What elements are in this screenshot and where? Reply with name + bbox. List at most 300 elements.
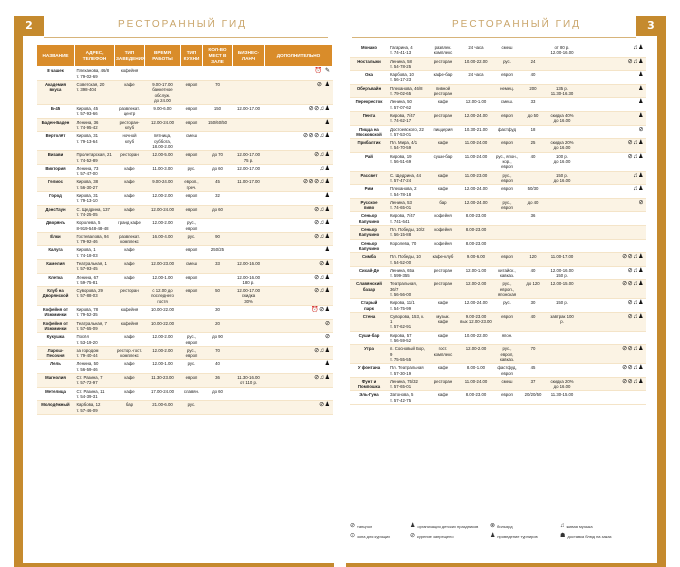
cell-seats: до 40 <box>520 198 546 212</box>
legend-icon: ☗ <box>560 533 566 539</box>
cell-name: Рим <box>350 185 388 199</box>
cell-type: кафе <box>428 171 458 185</box>
column-header: ВРЕМЯ РАБОТЫ <box>145 45 181 67</box>
cell-cuisine: рус. <box>181 401 203 415</box>
cell-extra: ⊘♫♟ <box>265 273 333 287</box>
cell-cuisine: европ <box>494 111 520 125</box>
cell-name: Эль-Гуна <box>350 391 388 405</box>
cell-lunch <box>233 205 265 219</box>
cell-addr: Ленина, 65а т. 599-355 <box>388 266 428 280</box>
cell-seats: 30 <box>203 306 233 320</box>
cell-cuisine: европ <box>181 80 203 104</box>
cell-extra: ⊘⊘♫♟ <box>578 280 646 299</box>
cell-addr: Карбова, 10 т. 56-17-23 <box>388 71 428 85</box>
cell-seats: 250/25 <box>203 246 233 260</box>
cell-addr: Кирова, 45 т. 57-93-66 <box>75 105 115 119</box>
cell-name: Сеньор Капучино <box>350 212 388 226</box>
cell-hours: 11.30-23.00 <box>145 374 181 388</box>
cell-lunch: 135 р. 11.30-16.30 <box>546 84 578 98</box>
cell-addr: С. Щедрина, 137 т. 74-25-05 <box>75 205 115 219</box>
cell-seats: 30 <box>520 299 546 313</box>
table-row <box>350 198 646 212</box>
cell-seats: до 60 <box>203 387 233 401</box>
cell-addr: Ст. Разина, 7 т. 57-72-97 <box>75 374 115 388</box>
cell-lunch: 11.30-15.00 <box>546 391 578 405</box>
cell-hours: 12.00-24.00 <box>458 299 494 313</box>
cell-lunch <box>233 246 265 260</box>
cell-type: кафе <box>428 391 458 405</box>
cell-seats: 50 <box>203 287 233 306</box>
cell-cuisine: рус., европ <box>181 346 203 360</box>
cell-cuisine: европ <box>494 185 520 199</box>
cell-lunch <box>233 232 265 246</box>
cell-seats <box>520 226 546 240</box>
legend-item <box>490 533 538 539</box>
cell-type: кафе <box>115 387 145 401</box>
cell-lunch <box>546 239 578 253</box>
cell-type: музык. кафе <box>428 312 458 331</box>
cell-name: Клуб на Дворянской <box>37 287 75 306</box>
cell-hours: 21.00-6.00 <box>145 401 181 415</box>
cell-seats: 40 <box>520 312 546 331</box>
cell-seats: 70 <box>520 345 546 364</box>
legend-label: бильярд <box>497 523 513 529</box>
cell-type: кафе-бар <box>428 71 458 85</box>
table-header-row <box>37 45 333 67</box>
header-rule-left <box>44 37 328 38</box>
cell-seats: 36 <box>203 374 233 388</box>
legend-icon: ⊗ <box>490 523 496 529</box>
cell-name: Старый парк <box>350 299 388 313</box>
cell-lunch <box>233 118 265 132</box>
cell-extra: ♟ <box>265 246 333 260</box>
cell-hours: 12.00-5.00 <box>145 151 181 165</box>
cell-extra: ⊘♫♟ <box>265 232 333 246</box>
cell-cuisine: европ <box>494 139 520 153</box>
cell-addr: Театральная, 7 т. 57-65-09 <box>75 319 115 333</box>
column-header: НАЗВАНИЕ <box>37 45 75 67</box>
cell-lunch <box>546 345 578 364</box>
cell-name: Монако <box>350 44 388 57</box>
cell-lunch <box>546 226 578 240</box>
cell-seats: 18 <box>520 125 546 139</box>
cell-cuisine: рус. <box>494 57 520 71</box>
cell-lunch: 100 р. до 16.00 <box>546 152 578 171</box>
cell-type: суши-бар <box>428 152 458 171</box>
cell-lunch <box>233 80 265 104</box>
cell-cuisine: рус., европ., японская <box>494 280 520 299</box>
cell-hours: 10.00-22.00 <box>458 331 494 345</box>
cell-hours: 24 часа <box>458 44 494 57</box>
cell-hours: 12.00-1.00 <box>145 273 181 287</box>
cell-seats: до 70 <box>203 151 233 165</box>
cell-seats <box>203 273 233 287</box>
cell-cuisine: смеш <box>181 132 203 151</box>
cell-hours: 11.00-24.00 <box>458 139 494 153</box>
cell-seats: 90 <box>203 232 233 246</box>
column-header: ТИП КУХНИ <box>181 45 203 67</box>
cell-cuisine: рус. <box>494 299 520 313</box>
legend-label: курение запрещено <box>417 533 454 539</box>
cell-addr: Ленина, 58 т. 54-78-25 <box>388 57 428 71</box>
cell-addr: Пл. Мира, 4/1 т. 54-70-59 <box>388 139 428 153</box>
right-page <box>340 0 680 567</box>
legend-label: живая музыка <box>566 523 593 529</box>
cell-addr: Пл. Победы, 10/2 т. 56-15-88 <box>388 226 428 240</box>
cell-lunch: 11.30-16.00 от 110 р. <box>233 374 265 388</box>
table-row <box>37 219 333 233</box>
cell-name: Вертолёт <box>37 132 75 151</box>
table-row <box>350 111 646 125</box>
cell-hours: 12.00-2.00 <box>145 346 181 360</box>
cell-name: Камелия <box>37 260 75 274</box>
column-header: БИЗНЕС-ЛАНЧ <box>233 45 265 67</box>
cell-type: ресторан <box>428 57 458 71</box>
table-row <box>37 205 333 219</box>
cell-lunch <box>233 192 265 206</box>
cell-lunch: 150 р. до 16.00 <box>546 171 578 185</box>
cell-cuisine: смеш. <box>494 98 520 112</box>
cell-addr: Гагарина, 4 т. 74-41-13 <box>388 44 428 57</box>
cell-lunch <box>546 331 578 345</box>
cell-type: кофейня <box>428 239 458 253</box>
cell-hours: 12.00-24.00 <box>458 111 494 125</box>
cell-hours: 11.00-24.00 <box>458 152 494 171</box>
cell-lunch: завтрак 100 р. <box>546 312 578 331</box>
cell-cuisine <box>181 319 203 333</box>
cell-type: пиццерия <box>428 125 458 139</box>
cell-cuisine: европ <box>181 151 203 165</box>
cell-hours: 9.00-23.00 вых 12.00-23.00 <box>458 312 494 331</box>
cell-seats: 32 <box>203 192 233 206</box>
cell-type: ресторан <box>115 287 145 306</box>
table-row <box>37 360 333 374</box>
cell-extra: ⊘♫♟ <box>265 374 333 388</box>
cell-addr: Ленина, 53 т. 74-65-01 <box>388 198 428 212</box>
legend-label: зона для курящих <box>357 533 391 539</box>
cell-lunch <box>233 132 265 151</box>
cell-hours: 11.00-23.00 <box>458 171 494 185</box>
cell-hours: 10.00-22.00 <box>145 319 181 333</box>
cell-type: гранд кафе <box>115 219 145 233</box>
cell-extra: ♫♟ <box>265 164 333 178</box>
cell-hours: 12.00-1.00 <box>145 360 181 374</box>
cell-hours: 12.00-24.00 <box>458 185 494 199</box>
cell-hours: 10.30-21.00 <box>458 125 494 139</box>
table-row <box>37 192 333 206</box>
cell-lunch <box>546 198 578 212</box>
cell-seats: 33 <box>520 98 546 112</box>
cell-lunch: скидка 20% до 16.00 <box>546 139 578 153</box>
table-row <box>350 212 646 226</box>
cell-extra: ⊘♫♟ <box>578 139 646 153</box>
cell-addr: Достоевского, 22 т. 57-53-01 <box>388 125 428 139</box>
cell-hours: 9.00-17.00 банкетное обслуж. до 24.00 <box>145 80 181 104</box>
cell-lunch <box>233 319 265 333</box>
cell-name: Город <box>37 192 75 206</box>
cell-cuisine: европ <box>181 192 203 206</box>
table-row <box>37 346 333 360</box>
cell-cuisine <box>494 239 520 253</box>
cell-cuisine: рус. <box>181 232 203 246</box>
cell-hours: 8.00-23.00 <box>458 391 494 405</box>
restaurant-table-right <box>350 44 646 405</box>
cell-addr: Ленина, 73 т. 57-47-00 <box>75 164 115 178</box>
cell-hours: 12.00-1.00 <box>458 266 494 280</box>
table-row <box>350 299 646 313</box>
cell-seats: 37 <box>520 377 546 391</box>
cell-name: Б-45 <box>37 105 75 119</box>
cell-cuisine: европ <box>494 253 520 267</box>
cell-cuisine: европ <box>181 118 203 132</box>
cell-seats: до 120 <box>520 280 546 299</box>
cell-lunch: 11.00-17.00 <box>233 178 265 192</box>
cell-name: ДэнсТаун <box>37 205 75 219</box>
cell-addr: Суворова, 153, к. 1 т. 57-62-91 <box>388 312 428 331</box>
cell-hours: 12.00-2.00 <box>145 333 181 347</box>
cell-cuisine: славян. <box>181 387 203 401</box>
cell-name: Ёлки <box>37 232 75 246</box>
cell-extra: ⏰ ✎ <box>265 67 333 81</box>
cell-extra: ⊘♫♟ <box>578 299 646 313</box>
cell-type: кафе <box>115 260 145 274</box>
cell-lunch: 12.00-16.00 <box>233 260 265 274</box>
cell-addr: п. Сосновый Бор, 9 т. 75-55-55 <box>388 345 428 364</box>
cell-cuisine: рус., европ <box>181 219 203 233</box>
cell-lunch: 12.00-17.00 <box>233 105 265 119</box>
cell-cuisine <box>494 226 520 240</box>
cell-seats: до 50 <box>520 111 546 125</box>
cell-addr: Пролетарская, 21 т. 74-52-89 <box>75 151 115 165</box>
cell-hours: 12.00-24.00 <box>145 118 181 132</box>
cell-addr: Ленина, 36 т. 74-95-42 <box>75 118 115 132</box>
cell-addr: Кирова, 31 т. 79-13-64 <box>75 132 115 151</box>
legend-icon: ⊙ <box>350 533 356 539</box>
table-row <box>37 80 333 104</box>
cell-cuisine <box>494 212 520 226</box>
cell-type: кофейня <box>115 319 145 333</box>
cell-extra: ⊘♟ <box>265 401 333 415</box>
cell-type: гост. комплекс <box>428 345 458 364</box>
cell-extra: ♟ <box>265 118 333 132</box>
cell-cuisine: китайск., кавказ. <box>494 266 520 280</box>
cell-cuisine: рус., европ <box>181 333 203 347</box>
cell-name: Клетка <box>37 273 75 287</box>
column-header: ДОПОЛНИТЕЛЬНО <box>265 45 333 67</box>
cell-addr: Пл. Театральная т. 57-30-19 <box>388 364 428 378</box>
cell-extra: ⊘♫♟ <box>265 151 333 165</box>
cell-hours: 24 часа <box>458 71 494 85</box>
table-row <box>350 280 646 299</box>
cell-extra: ♟ <box>578 71 646 85</box>
cell-extra: ♟ <box>578 98 646 112</box>
cell-lunch <box>233 333 265 347</box>
cell-type: ресторан <box>428 377 458 391</box>
cell-name: Рассвет <box>350 171 388 185</box>
table-row <box>350 345 646 364</box>
cell-hours: 10.00-22.00 <box>458 57 494 71</box>
cell-addr: Ленина, 50 т. 57-07-62 <box>388 98 428 112</box>
cell-lunch: 150 р. <box>546 299 578 313</box>
legend-item <box>410 533 454 539</box>
cell-hours: 9.00-6.00 <box>458 253 494 267</box>
cell-addr: Кирова, 31 т. 79-13-10 <box>75 192 115 206</box>
cell-seats: 45 <box>520 364 546 378</box>
cell-hours: 12.00-2.00 <box>458 280 494 299</box>
cell-lunch <box>233 387 265 401</box>
cell-hours: 9.00-24.00 <box>145 178 181 192</box>
cell-extra: ⊘♟ <box>265 260 333 274</box>
cell-name: У фонтана <box>350 364 388 378</box>
cell-lunch: 12.00-16.00 180 р. <box>233 273 265 287</box>
cell-seats: 40 <box>520 266 546 280</box>
cell-hours <box>458 84 494 98</box>
right-bottom-bar <box>346 563 666 567</box>
cell-type: кафе <box>115 164 145 178</box>
cell-cuisine: смеш <box>494 44 520 57</box>
cell-addr: Кирова, 19 т. 56-51-69 <box>388 152 428 171</box>
legend-icon: ♟ <box>410 523 416 529</box>
cell-name: Академия вкуса <box>37 80 75 104</box>
cell-hours: 12.00-2.00 <box>145 219 181 233</box>
cell-addr: Кирова, 1 т. 74-18-03 <box>75 246 115 260</box>
cell-type: кафе <box>115 273 145 287</box>
cell-type: кофейня <box>428 226 458 240</box>
table-row <box>350 57 646 71</box>
table-row <box>350 226 646 240</box>
cell-lunch <box>546 57 578 71</box>
table-row <box>37 246 333 260</box>
cell-lunch <box>546 364 578 378</box>
cell-type: кафе <box>115 80 145 104</box>
cell-type: пивной ресторан <box>428 84 458 98</box>
cell-seats: 150 <box>203 105 233 119</box>
cell-extra: ♫♟ <box>578 185 646 199</box>
cell-seats: 50/30 <box>520 185 546 199</box>
cell-name: Баден-Баден <box>37 118 75 132</box>
cell-name: Молодёжный <box>37 401 75 415</box>
cell-type: ресторан <box>428 266 458 280</box>
cell-name: Русское пиво <box>350 198 388 212</box>
cell-extra: ⊘ <box>578 125 646 139</box>
cell-seats: 40 <box>203 360 233 374</box>
cell-extra: ⊘⊘♫♟ <box>578 377 646 391</box>
cell-type: кафе <box>115 246 145 260</box>
table-row <box>350 84 646 98</box>
cell-hours: 8.00-23.00 <box>458 226 494 240</box>
cell-extra: ⊘♫♟ <box>578 57 646 71</box>
cell-extra: ⊘ <box>265 319 333 333</box>
cell-hours: 16.00-4.00 <box>145 232 181 246</box>
legend-label: доставка блюд на заказ <box>567 533 612 539</box>
table-row <box>37 178 333 192</box>
cell-addr: Кирова, 38 т. 56-30-27 <box>75 178 115 192</box>
cell-extra <box>578 226 646 240</box>
cell-seats: 36 <box>520 212 546 226</box>
cell-type: кафе <box>428 299 458 313</box>
cell-seats: до 60 <box>203 164 233 178</box>
cell-seats <box>520 171 546 185</box>
cell-extra: ⊘⊘⊘♫♟ <box>265 132 333 151</box>
cell-type: кафе-клуб <box>428 253 458 267</box>
cell-addr: Кирова, 7/47 т. 74-62-17 <box>388 111 428 125</box>
cell-extra: ♫♟ <box>578 171 646 185</box>
table-row <box>37 260 333 274</box>
cell-name: Сихай-Де <box>350 266 388 280</box>
cell-hours <box>145 67 181 81</box>
cell-cuisine: рус. <box>181 360 203 374</box>
cell-addr: Ленина, 67 т. 59-75-81 <box>75 273 115 287</box>
cell-hours: 12.00-24.00 <box>145 205 181 219</box>
cell-type: ресторан- клуб <box>115 118 145 132</box>
cell-cuisine: смеш <box>181 260 203 274</box>
cell-addr: Кирова, 57 т. 56-59-52 <box>388 331 428 345</box>
cell-hours: 11.00-3.00 <box>145 164 181 178</box>
cell-lunch: 12.00-17.00 скидка 30% <box>233 287 265 306</box>
cell-cuisine: рус., япон., кор., европ <box>494 152 520 171</box>
cell-type: кафе <box>428 185 458 199</box>
cell-addr: Кирова, 7/47 т. 741-641 <box>388 212 428 226</box>
cell-addr: Королева, 70 <box>388 239 428 253</box>
cell-extra: ♟ <box>265 360 333 374</box>
cell-type: кафе <box>115 360 145 374</box>
cell-type: кафе <box>115 374 145 388</box>
legend-label: танцпол <box>357 523 373 529</box>
cell-seats: 40 <box>520 152 546 171</box>
table-row <box>37 151 333 165</box>
cell-extra <box>578 331 646 345</box>
table-body-left <box>37 67 333 414</box>
cell-seats: 20/20/50 <box>520 391 546 405</box>
table-row <box>350 239 646 253</box>
cell-addr: Театральная, 36/7 т. 56-56-00 <box>388 280 428 299</box>
cell-name: Дворянъ <box>37 219 75 233</box>
cell-type: кафе <box>115 205 145 219</box>
table-row <box>350 331 646 345</box>
cell-cuisine: рус., европ <box>494 198 520 212</box>
cell-hours: 12.00-24.00 <box>458 198 494 212</box>
cell-type: кафе <box>428 331 458 345</box>
legend-icon: ♟ <box>490 533 496 539</box>
cell-type: кафе <box>428 364 458 378</box>
cell-name: Кофейня от Изюминки <box>37 319 75 333</box>
cell-type: кафе <box>115 178 145 192</box>
cell-cuisine <box>181 306 203 320</box>
cell-extra <box>578 391 646 405</box>
cell-lunch <box>233 67 265 81</box>
cell-hours: 12.00-23.00 <box>145 260 181 274</box>
cell-seats: до 90 <box>203 333 233 347</box>
column-header: КОЛ-ВО МЕСТ В ЗАЛЕ <box>203 45 233 67</box>
cell-extra: ⊘ <box>265 333 333 347</box>
table-row <box>37 401 333 415</box>
cell-addr: С. Щедрина, 44 т. 57-47-24 <box>388 171 428 185</box>
cell-extra: ⊘♫♟ <box>578 266 646 280</box>
cell-seats <box>520 44 546 57</box>
cell-addr: Кирова, 11/1 т. 54-75-99 <box>388 299 428 313</box>
cell-cuisine: рус. <box>181 164 203 178</box>
table-row <box>350 364 646 378</box>
cell-name: Славянский базар <box>350 280 388 299</box>
cell-addr: Плеханова, 2 т. 54-78-18 <box>388 185 428 199</box>
table-row <box>37 132 333 151</box>
cell-addr: Плеханова, 46/8 т. 79-02-65 <box>388 84 428 98</box>
cell-extra: ⊘⊘♫♟ <box>578 253 646 267</box>
cell-cuisine: европ <box>494 71 520 85</box>
cell-cuisine: немец. <box>494 84 520 98</box>
legend-icon: ♫ <box>560 523 565 529</box>
cell-extra: ⊘ ♟ <box>265 80 333 104</box>
